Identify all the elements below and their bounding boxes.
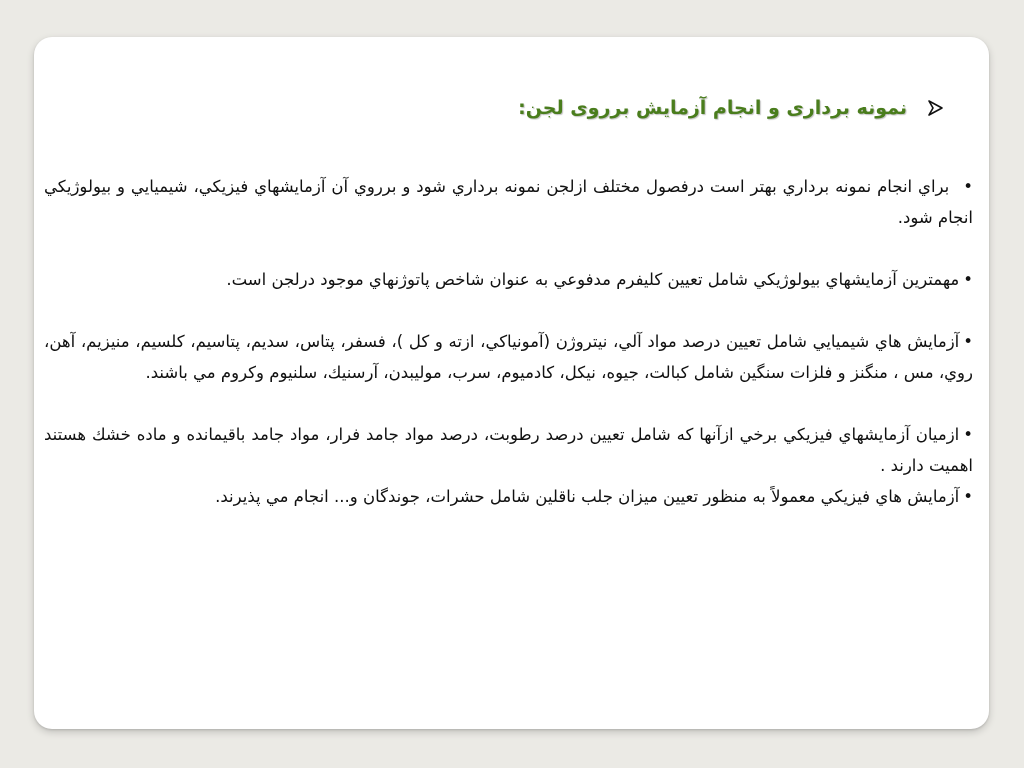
- paragraph-text: آزمايش هاي فيزيكي معمولاً به منظور تعيين ميزان جلب ناقلين شامل حشرات، جوندگان و... انجام مي پذيرند.: [215, 487, 960, 506]
- paragraph-chemical-tests: [44, 326, 973, 388]
- arrow-bullet-icon: [925, 98, 945, 118]
- bullet-icon: •: [963, 270, 973, 289]
- bullet-icon: •: [963, 487, 973, 506]
- bullet-icon: •: [963, 332, 973, 351]
- slide-body: [44, 171, 973, 512]
- bullet-icon: •: [963, 177, 973, 196]
- paragraph-vector-attraction: [44, 481, 973, 512]
- slide-title-text: نمونه برداری و انجام آزمایش برروی لجن:: [518, 97, 907, 119]
- paragraph-physical-tests: [44, 419, 973, 481]
- paragraph-text: مهمترين آزمايشهاي بيولوژيكي شامل تعيين كليفرم مدفوعي به عنوان شاخص پاتوژنهاي موجود درلجن است.: [226, 270, 960, 289]
- slide-card: [34, 37, 989, 729]
- paragraph-text: براي انجام نمونه برداري بهتر است درفصول مختلف ازلجن نمونه برداري شود و برروي آن آزمايشهاي فيزيكي، شيميايي و بيولوژيكي انجام شود.: [44, 177, 973, 227]
- paragraph-text: ازميان آزمايشهاي فيزيكي برخي ازآنها كه شامل تعيين درصد رطوبت، درصد مواد جامد فرار، مواد جامد باقيمانده و ماده خشك هستند اهميت دارند .: [44, 425, 973, 475]
- paragraph-biological-tests: [44, 264, 973, 295]
- slide-title: [518, 97, 945, 119]
- bullet-icon: •: [963, 425, 973, 444]
- paragraph-text: آزمايش هاي شيميايي شامل تعيين درصد مواد آلي، نيتروژن (آمونياكي، ازته و كل )، فسفر، پتاس، سديم، پتاسيم، كلسيم، منيزيم، آهن، روي، مس ، منگنز و فلزات سنگين شامل كبالت، جيوه، نيكل، كادميوم، سرب، موليبدن، آرسنيك، سلنيوم وكروم مي باشند.: [44, 332, 973, 382]
- paragraph-sampling: [44, 171, 973, 233]
